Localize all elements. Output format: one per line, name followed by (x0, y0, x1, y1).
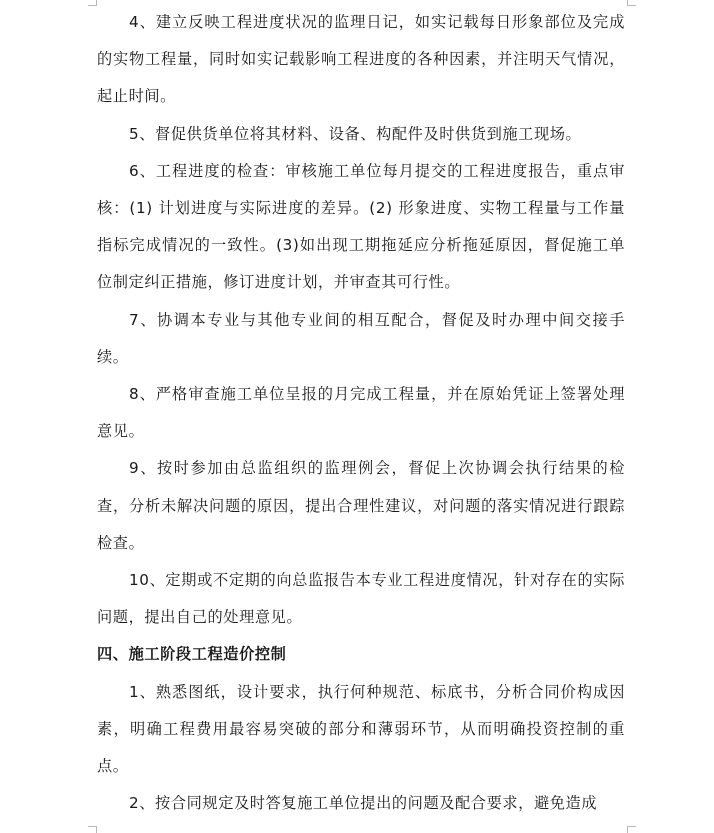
paragraph-item-8: 8、严格审查施工单位呈报的月完成工程量，并在原始凭证上签署处理意见。 (97, 385, 625, 441)
paragraph-item-5: 5、督促供货单位将其材料、设备、构配件及时供货到施工现场。 (129, 124, 582, 143)
crop-mark-bottom-right-vertical (627, 826, 628, 833)
paragraph-item-9: 9、按时参加由总监组织的监理例会，督促上次协调会执行结果的检查，分析未解决问题的原因，提出合理性建议，对问题的落实情况进行跟踪检查。 (97, 459, 625, 552)
paragraph-item-7: 7、协调本专业与其他专业间的相互配合，督促及时办理中间交接手续。 (97, 310, 625, 366)
crop-mark-bottom-right-horizontal (627, 826, 636, 827)
paragraph-item-6: 6、工程进度的检查：审核施工单位每月提交的工程进度报告，重点审核：(1) 计划进度与实际进度的差异。(2) 形象进度、实物工程量与工作量指标完成情况的一致性。(3)如出现工期拖延应分析拖延原因，督促施工单位制定纠正措施，修订进度计划，并审查其可行性。 (97, 161, 625, 292)
section-heading: 四、施工阶段工程造价控制 (97, 645, 287, 664)
document-body (97, 4, 625, 822)
section-paragraph-item-2: 2、按合同规定及时答复施工单位提出的问题及配合要求，避免造成 (129, 794, 598, 813)
paragraph-item-10: 10、定期或不定期的向总监报告本专业工程进度情况，针对存在的实际问题，提出自己的处理意见。 (97, 571, 625, 627)
crop-mark-top-right-horizontal (627, 5, 636, 6)
crop-mark-top-left-horizontal (88, 5, 97, 6)
crop-mark-bottom-left-vertical (96, 826, 97, 833)
crop-mark-bottom-left-horizontal (88, 826, 97, 827)
section-paragraph-item-1: 1、熟悉图纸，设计要求，执行何种规范、标底书，分析合同价构成因素，明确工程费用最容易突破的部分和薄弱环节，从而明确投资控制的重点。 (97, 682, 625, 776)
paragraph-item-4: 4、建立反映工程进度状况的监理日记，如实记载每日形象部位及完成的实物工程量，同时如实记载影响工程进度的各种因素，并注明天气情况，起止时间。 (97, 13, 625, 106)
